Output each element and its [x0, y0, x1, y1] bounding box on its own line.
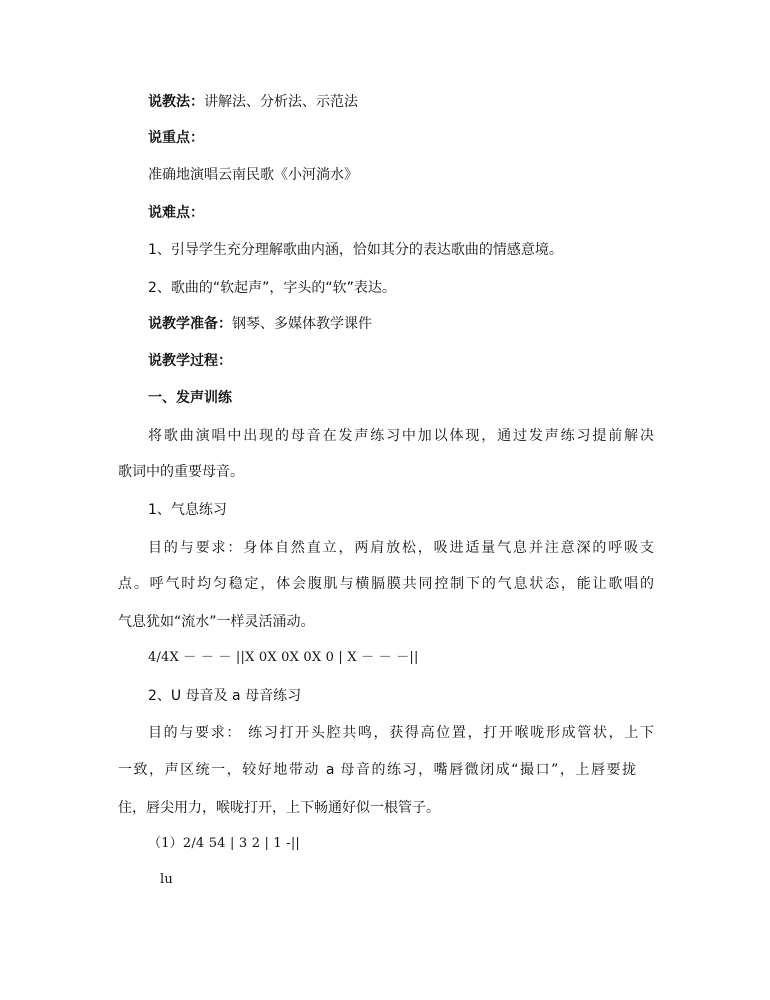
teaching-prep-text: 钢琴、多媒体教学课件	[232, 316, 372, 332]
section-1-paragraph-line-1: 将歌曲演唱中出现的母音在发声练习中加以体现，通过发声练习提前解决	[148, 428, 654, 444]
item-2-requirement-line-1: 目的与要求： 练习打开头腔共鸣，获得高位置，打开喉咙形成管状，上下	[148, 725, 654, 741]
teaching-method-text: 讲解法、分析法、示范法	[204, 94, 358, 110]
item-2-requirement-line-2: 一致，声区统一，较好地带动 a 母音的练习，嘴唇微闭成“撮口”，上唇要拢	[118, 762, 636, 778]
item-1-title: 1、气息练习	[148, 502, 227, 518]
item-1-notation: 4/4X － － － ||X 0X 0X 0X 0 | X － － －||	[148, 650, 419, 665]
item-1-requirement-line-1: 目的与要求：身体自然直立，两肩放松，吸进适量气息并注意深的呼吸支	[148, 540, 654, 556]
teaching-prep-label: 说教学准备：	[148, 316, 232, 332]
section-1-paragraph-line-2: 歌词中的重要母音。	[118, 464, 244, 480]
item-2-syllable: lu	[160, 872, 173, 887]
key-point-heading: 说重点：	[148, 130, 204, 146]
item-2-requirement-line-3: 住，唇尖用力，喉咙打开，上下畅通好似一根管子。	[118, 800, 440, 816]
difficulty-item-2: 2、歌曲的“软起声”，字头的“软”表达。	[148, 280, 396, 296]
item-2-notation: （1）2/4 54 | 3 2 | 1 -||	[148, 836, 300, 851]
item-1-requirement-line-2: 点。呼气时均匀稳定，体会腹肌与横膈膜共同控制下的气息状态，能让歌唱的	[118, 576, 654, 592]
difficulty-item-1: 1、引导学生充分理解歌曲内涵，恰如其分的表达歌曲的情感意境。	[148, 242, 563, 258]
teaching-process-heading: 说教学过程：	[148, 353, 232, 369]
item-1-requirement-line-3: 气息犹如“流水”一样灵活涌动。	[118, 614, 315, 630]
teaching-method-label: 说教法：	[148, 94, 204, 110]
teaching-method-line	[148, 92, 358, 112]
item-2-title: 2、U 母音及 a 母音练习	[148, 688, 302, 704]
key-point-text: 准确地演唱云南民歌《小河淌水》	[148, 167, 358, 183]
teaching-prep-line	[148, 314, 372, 334]
difficulty-heading: 说难点：	[148, 205, 204, 221]
section-1-title: 一、发声训练	[148, 390, 232, 406]
